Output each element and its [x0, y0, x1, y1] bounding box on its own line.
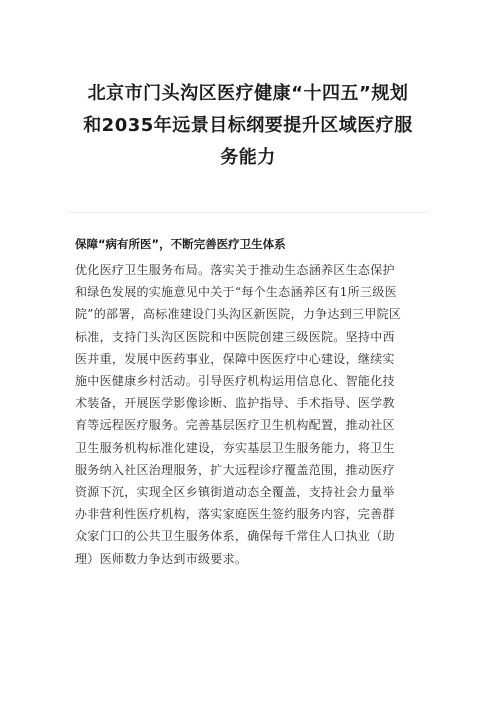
- paragraph-line: 术装备，开展医学影像诊断、监护指导、手术指导、医学教: [75, 396, 395, 411]
- paragraph-line: 优化医疗卫生服务布局。落实关于推动生态涵养区生态保护: [75, 263, 395, 277]
- paragraph-line: 众家门口的公共卫生服务体系，确保每千常住人口执业（助: [75, 529, 395, 544]
- paragraph-line: 服务纳入社区治理服务，扩大远程诊疗覆盖范围，推动医疗: [75, 462, 395, 477]
- title-line: 和2035年远景目标纲要提升区域医疗服: [83, 115, 413, 136]
- title-divider: [68, 212, 428, 213]
- paragraph-line: 医并重，发展中医药事业，保障中医医疗中心建设，继续实: [75, 351, 395, 366]
- title-line: 务能力: [220, 147, 276, 168]
- body-paragraph: [75, 259, 425, 570]
- paragraph-line: 和绿色发展的实施意见中关于“每个生态涵养区有1所三级医: [75, 285, 397, 300]
- title-line: 北京市门头沟区医疗健康“十四五”规划: [87, 83, 409, 104]
- document-title: [60, 78, 436, 174]
- section-heading: 保障“病有所医”，不断完善医疗卫生体系: [75, 237, 286, 251]
- paragraph-line: 理）医师数力争达到市级要求。: [75, 551, 248, 566]
- paragraph-line: 办非营利性医疗机构，落实家庭医生签约服务内容，完善群: [75, 507, 395, 522]
- paragraph-line: 卫生服务机构标准化建设，夯实基层卫生服务能力，将卫生: [75, 440, 395, 455]
- paragraph-line: 标准，支持门头沟区医院和中医院创建三级医院。坚持中西: [75, 329, 395, 344]
- paragraph-line: 育等远程医疗服务。完善基层医疗卫生机构配置，推动社区: [75, 418, 395, 433]
- paragraph-line: 资源下沉，实现全区乡镇街道动态全覆盖，支持社会力量举: [75, 485, 395, 500]
- paragraph-line: 院”的部署，高标准建设门头沟区新医院，力争达到三甲院区: [75, 307, 402, 322]
- paragraph-line: 施中医健康乡村活动。引导医疗机构运用信息化、智能化技: [75, 374, 395, 389]
